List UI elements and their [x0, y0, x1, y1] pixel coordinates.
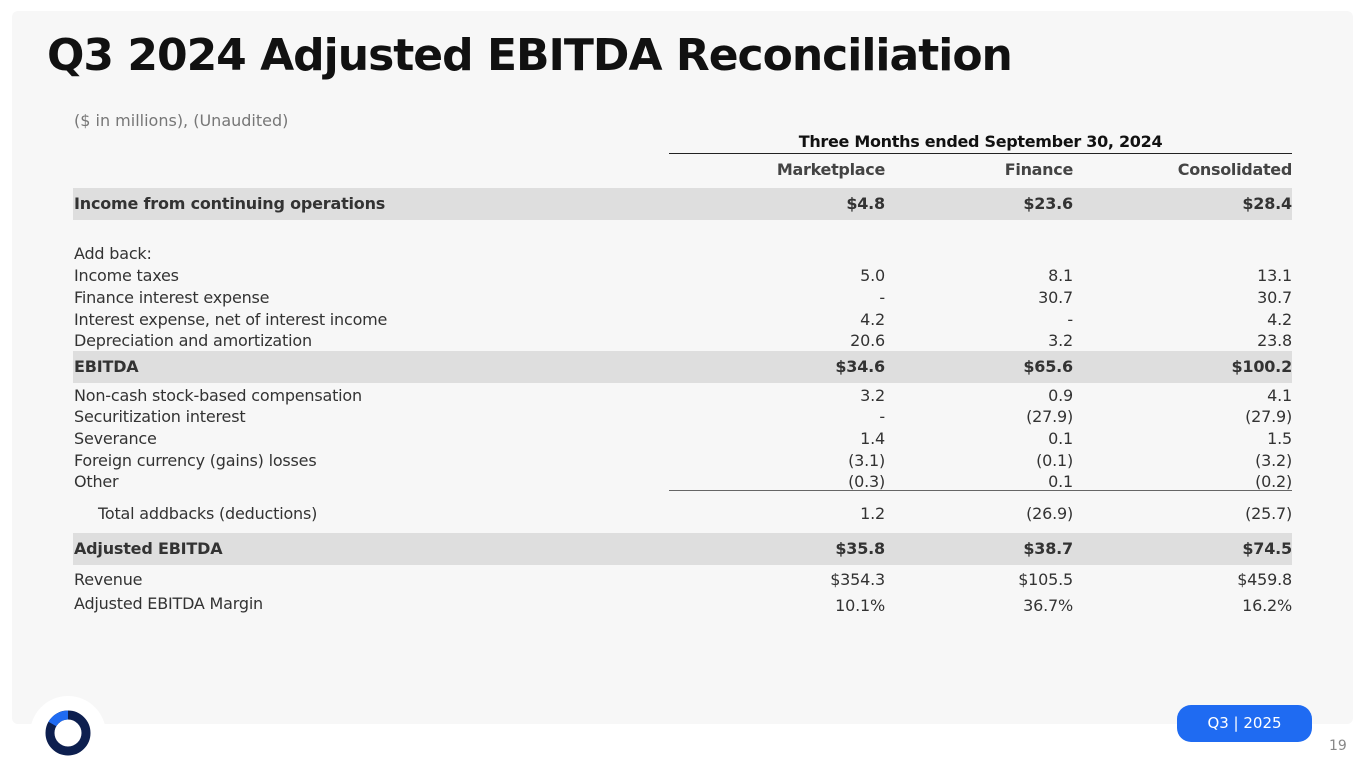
table-row-adjusted-ebitda [73, 533, 1292, 565]
cell-consolidated: 23.8 [1257, 331, 1292, 350]
cell-marketplace: $34.6 [835, 357, 885, 376]
cell-marketplace: - [879, 288, 885, 307]
cell-finance: 36.7% [1023, 596, 1073, 615]
cell-marketplace: 1.4 [860, 429, 885, 448]
cell-finance: 30.7 [1038, 288, 1073, 307]
cell-consolidated: (27.9) [1245, 407, 1292, 426]
row-label: Adjusted EBITDA [74, 539, 223, 558]
cell-consolidated: (3.2) [1255, 451, 1292, 470]
cell-consolidated: 4.1 [1267, 386, 1292, 405]
row-label: Foreign currency (gains) losses [74, 451, 317, 470]
page-number: 19 [1329, 738, 1347, 754]
cell-marketplace: 3.2 [860, 386, 885, 405]
period-badge: Q3 | 2025 [1177, 705, 1312, 742]
cell-marketplace: (3.1) [848, 451, 885, 470]
cell-finance: 8.1 [1048, 266, 1073, 285]
cell-consolidated: 16.2% [1242, 596, 1292, 615]
cell-marketplace: (0.3) [848, 472, 885, 491]
column-header-consolidated: Consolidated [1177, 160, 1292, 179]
page-title: Q3 2024 Adjusted EBITDA Reconciliation [47, 30, 1012, 81]
table-row-ebitda [73, 351, 1292, 383]
table-row-securitization-interest [74, 405, 1292, 427]
table-row-income-continuing-operations [73, 188, 1292, 220]
cell-marketplace: 5.0 [860, 266, 885, 285]
cell-finance: $38.7 [1023, 539, 1073, 558]
row-label: Add back: [74, 244, 152, 263]
table-row-add-back [74, 242, 1292, 264]
cell-consolidated: $74.5 [1242, 539, 1292, 558]
row-label: Income taxes [74, 266, 179, 285]
cell-marketplace: $4.8 [846, 194, 885, 213]
cell-consolidated: $459.8 [1237, 570, 1292, 589]
cell-marketplace: - [879, 407, 885, 426]
column-header-marketplace: Marketplace [776, 160, 885, 179]
row-label: Income from continuing operations [74, 194, 386, 213]
cell-marketplace: 4.2 [860, 310, 885, 329]
row-label: Total addbacks (deductions) [98, 504, 318, 523]
cell-consolidated: 30.7 [1257, 288, 1292, 307]
table-row-stock-based-compensation [74, 384, 1292, 406]
row-label: Securitization interest [74, 407, 246, 426]
table-row-finance-interest-expense [74, 286, 1292, 308]
cell-marketplace: 20.6 [850, 331, 885, 350]
cell-finance: - [1067, 310, 1073, 329]
brand-ring-icon [43, 708, 93, 758]
cell-finance: 0.9 [1048, 386, 1073, 405]
cell-marketplace: $35.8 [835, 539, 885, 558]
column-header-finance: Finance [1004, 160, 1073, 179]
table-row-other [74, 470, 1292, 492]
table-row-adjusted-ebitda-margin [74, 594, 1292, 616]
row-label: Interest expense, net of interest income [74, 310, 388, 329]
cell-finance: (26.9) [1026, 504, 1073, 523]
brand-logo [30, 696, 106, 768]
cell-finance: 0.1 [1048, 472, 1073, 491]
row-label: Depreciation and amortization [74, 331, 312, 350]
cell-marketplace: $354.3 [830, 570, 885, 589]
cell-marketplace: 1.2 [860, 504, 885, 523]
table-row-interest-expense-net [74, 308, 1292, 330]
cell-consolidated: 4.2 [1267, 310, 1292, 329]
cell-finance: (27.9) [1026, 407, 1073, 426]
row-label: Adjusted EBITDA Margin [74, 594, 263, 613]
row-label: EBITDA [74, 357, 139, 376]
cell-consolidated: (0.2) [1255, 472, 1292, 491]
cell-finance: $105.5 [1018, 570, 1073, 589]
table-row-income-taxes [74, 264, 1292, 286]
cell-consolidated: (25.7) [1245, 504, 1292, 523]
cell-consolidated: 13.1 [1257, 266, 1292, 285]
row-label: Finance interest expense [74, 288, 270, 307]
cell-finance: $23.6 [1023, 194, 1073, 213]
row-label: Non-cash stock-based compensation [74, 386, 362, 405]
table-row-revenue [74, 568, 1292, 590]
cell-finance: $65.6 [1023, 357, 1073, 376]
table-row-severance [74, 427, 1292, 449]
table-row-depreciation-amortization [74, 329, 1292, 351]
subtotal-rule [669, 490, 1292, 491]
period-header: Three Months ended September 30, 2024 [669, 132, 1292, 154]
row-label: Revenue [74, 570, 143, 589]
cell-finance: 0.1 [1048, 429, 1073, 448]
row-label: Severance [74, 429, 157, 448]
table-row-foreign-currency [74, 449, 1292, 471]
cell-consolidated: $28.4 [1242, 194, 1292, 213]
cell-finance: 3.2 [1048, 331, 1073, 350]
row-label: Other [74, 472, 119, 491]
units-note: ($ in millions), (Unaudited) [74, 111, 289, 130]
cell-consolidated: 1.5 [1267, 429, 1292, 448]
table-row-total-addbacks [74, 502, 1292, 524]
cell-finance: (0.1) [1036, 451, 1073, 470]
cell-marketplace: 10.1% [835, 596, 885, 615]
cell-consolidated: $100.2 [1231, 357, 1292, 376]
